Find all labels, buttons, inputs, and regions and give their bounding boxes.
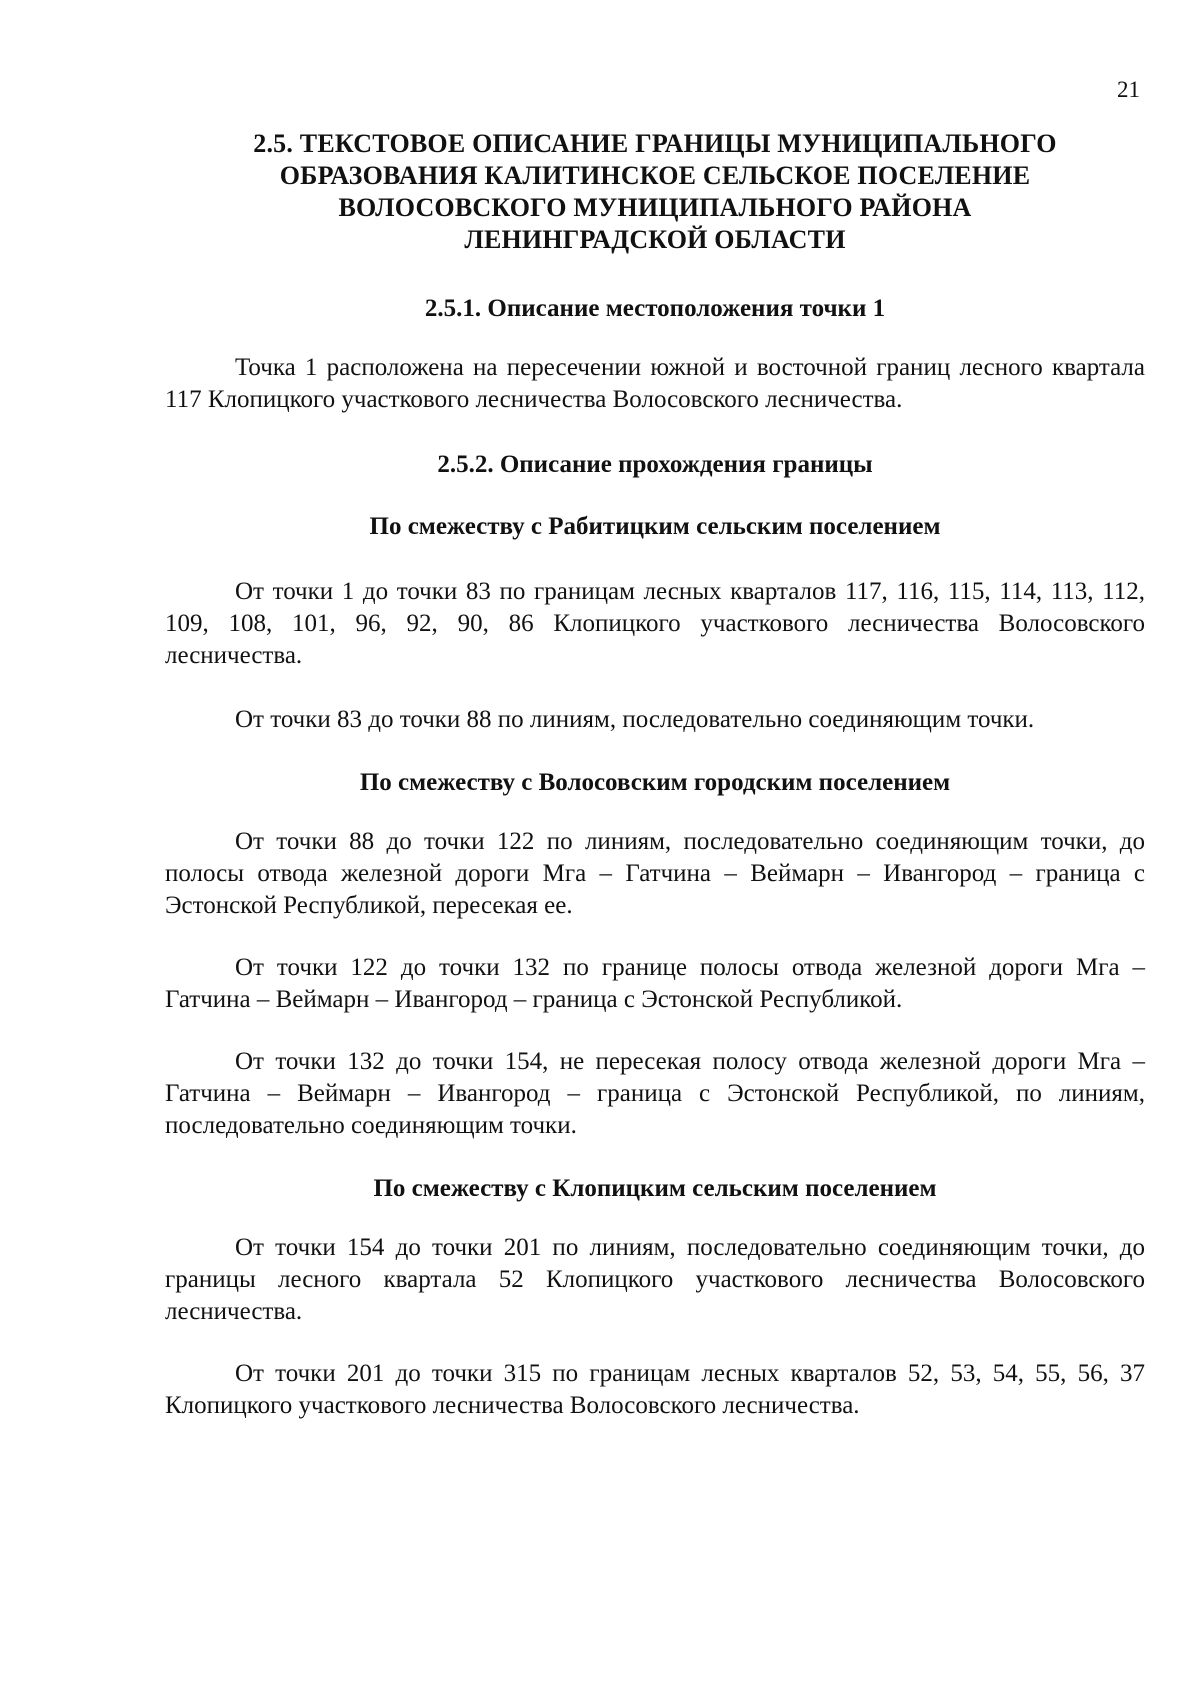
volosovo-paragraph-1: От точки 88 до точки 122 по линиям, последовательно соединяющим точки, до полосы отвода железной дороги Мга – Гатчина – Веймарн – Ивангород – граница с Эстонской Республикой, пересекая ее. xyxy=(165,828,1145,919)
document-title xyxy=(165,128,1145,256)
volosovo-heading: По смежеству с Волосовским городским поселением xyxy=(359,769,951,796)
title-line-4: ЛЕНИНГРАДСКОЙ ОБЛАСТИ xyxy=(464,225,846,254)
title-line-3: ВОЛОСОВСКОГО МУНИЦИПАЛЬНОГО РАЙОНА xyxy=(338,193,972,222)
rabititsy-paragraph-2: От точки 83 до точки 88 по линиям, последовательно соединяющим точки. xyxy=(235,706,1035,733)
section-2-5-1-heading: 2.5.1. Описание местоположения точки 1 xyxy=(424,295,886,322)
klopitsy-heading: По смежеству с Клопицким сельским поселением xyxy=(373,1175,937,1202)
section-2-5-1-text: Точка 1 расположена на пересечении южной и восточной границ лесного квартала 117 Клопицкого участкового лесничества Волосовского лесничества. xyxy=(165,354,1145,413)
document-content xyxy=(165,128,1145,1422)
page-number: 21 xyxy=(1117,77,1140,102)
klopitsy-paragraph-1: От точки 154 до точки 201 по линиям, последовательно соединяющим точки, до границы лесного квартала 52 Клопицкого участкового лесничества Волосовского лесничества. xyxy=(165,1234,1145,1325)
volosovo-paragraph-2: От точки 122 до точки 132 по границе полосы отвода железной дороги Мга – Гатчина – Веймарн – Ивангород – граница с Эстонской Республикой. xyxy=(165,954,1145,1013)
rabititsy-paragraph-1: От точки 1 до точки 83 по границам лесных кварталов 117, 116, 115, 114, 113, 112, 109, 108, 101, 96, 92, 90, 86 Клопицкого участкового лесничества Волосовского лесничества. xyxy=(165,578,1145,669)
title-line-1: 2.5. ТЕКСТОВОЕ ОПИСАНИЕ ГРАНИЦЫ МУНИЦИПАЛЬНОГО xyxy=(253,129,1057,158)
section-2-5-2-heading: 2.5.2. Описание прохождения границы xyxy=(437,451,873,478)
rabititsy-heading: По смежеству с Рабитицким сельским поселением xyxy=(369,513,941,540)
title-line-2: ОБРАЗОВАНИЯ КАЛИТИНСКОЕ СЕЛЬСКОЕ ПОСЕЛЕНИЕ xyxy=(279,161,1031,190)
klopitsy-paragraph-2: От точки 201 до точки 315 по границам лесных кварталов 52, 53, 54, 55, 56, 37 Клопицкого участкового лесничества Волосовского лесничества. xyxy=(165,1360,1145,1419)
volosovo-paragraph-3: От точки 132 до точки 154, не пересекая полосу отвода железной дороги Мга – Гатчина – Веймарн – Ивангород – граница с Эстонской Республикой, по линиям, последовательно соединяющим точки. xyxy=(165,1048,1145,1139)
